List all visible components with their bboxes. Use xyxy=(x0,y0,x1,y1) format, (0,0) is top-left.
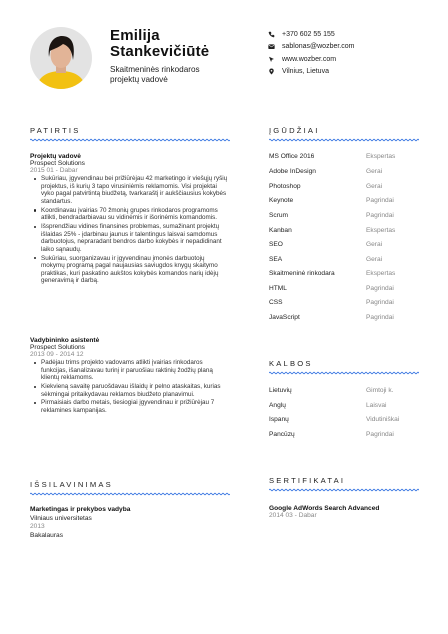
map-pin-icon xyxy=(268,68,275,75)
skill-name: Scrum xyxy=(269,212,289,219)
skill-level: Pagrindai xyxy=(366,197,394,204)
last-name: Stankevičiūtė xyxy=(110,43,210,60)
language-name: Ispanų xyxy=(269,416,289,423)
first-name: Emilija xyxy=(110,27,160,44)
job-entry xyxy=(30,153,228,286)
skill-level: Gerai xyxy=(366,168,383,175)
skill-level: Ekspertas xyxy=(366,153,396,160)
phone-text: +370 602 55 155 xyxy=(282,30,335,38)
skill-row xyxy=(269,241,419,248)
section-title-skills: ĮGŪDŽIAI xyxy=(269,126,320,135)
certificate-date: 2014 03 - Dabar xyxy=(269,512,317,519)
section-title-education: IŠSILAVINIMAS xyxy=(30,480,113,489)
skill-row xyxy=(269,270,419,277)
skill-level: Ekspertas xyxy=(366,270,396,277)
skill-row xyxy=(269,227,419,234)
language-name: Anglų xyxy=(269,402,286,409)
skill-level: Pagrindai xyxy=(366,314,394,321)
job-date: 2013 09 - 2014 12 xyxy=(30,351,84,358)
contact-location xyxy=(268,66,354,79)
education-level: Bakalauras xyxy=(30,531,63,539)
job-title: Vadybininko asistentė xyxy=(30,337,100,344)
job-bullet: Kiekvieną savaitę paruošdavau išlaidų ir pelno ataskaitas, kurias sėkmingai pritaikydavau reklamos biudžeto planavimui. xyxy=(41,383,228,398)
language-row xyxy=(269,431,419,438)
education-section-header xyxy=(30,480,230,496)
skill-name: Adobe InDesign xyxy=(269,168,316,175)
profile-photo xyxy=(30,27,92,89)
job-date: 2015 01 - Dabar xyxy=(30,167,78,174)
skills-section-header xyxy=(269,126,419,142)
skill-name: Skaitmeninė rinkodara xyxy=(269,270,335,277)
skill-name: CSS xyxy=(269,299,283,306)
contact-email[interactable] xyxy=(268,41,354,54)
contact-phone[interactable] xyxy=(268,28,354,41)
experience-section-header xyxy=(30,126,230,142)
skill-level: Pagrindai xyxy=(366,212,394,219)
language-row xyxy=(269,402,419,409)
certificates-section-header xyxy=(269,476,419,492)
skill-level: Pagrindai xyxy=(366,299,394,306)
job-bullet: Išsprendžiau vidines finansines problemas, sumažinant projektų išlaidas 25% - įdarbinau jaunus ir talentingus laisvai samdomus darbuotojus, nepraradant bendros darbo kokybės ir nepadidinant laiko sąnaudų. xyxy=(41,223,228,253)
job-title: Projektų vadovė xyxy=(30,153,81,160)
language-level: Gimtoji k. xyxy=(366,387,394,394)
skill-name: Kanban xyxy=(269,227,292,234)
wavy-divider xyxy=(30,138,230,142)
skill-name: Photoshop xyxy=(269,183,301,190)
skill-row xyxy=(269,212,419,219)
wavy-divider xyxy=(269,488,419,492)
section-title-languages: KALBOS xyxy=(269,359,313,368)
skill-name: Keynote xyxy=(269,197,294,204)
job-bullet: Pirmaisiais darbo metais, tiesiogiai įgyvendinau ir prižiūrėjau 7 reklamines kampanijas. xyxy=(41,399,228,414)
education-year: 2013 xyxy=(30,523,45,531)
education-entry xyxy=(30,506,228,540)
job-bullet: Padėjau trims projekto vadovams atlikti įvairias rinkodaros funkcijas, išanalizavau turinį ir paruošiau raktinių žodžių planą klientų reklamoms. xyxy=(41,359,228,382)
language-name: Lietuvių xyxy=(269,387,292,394)
certificate-name: Google AdWords Search Advanced xyxy=(269,505,380,512)
contact-block xyxy=(268,28,354,78)
skill-level: Gerai xyxy=(366,241,383,248)
job-bullet: Sukūriau, įgyvendinau bei prižiūrėjau 42 marketingo ir viešųjų ryšių projektus, iš kurių 3 tapo virusiniėmis reklamomis. Visi projektai vyko pagal patvirtintą biudžetą, tvarkaraštį ir aukščiausius kokybės standartus. xyxy=(41,175,228,205)
job-headline: Skaitmeninės rinkodaros projektų vadovė xyxy=(110,65,200,84)
phone-icon xyxy=(268,31,275,38)
wavy-divider xyxy=(30,492,230,496)
skill-name: SEO xyxy=(269,241,283,248)
skill-row xyxy=(269,256,419,263)
language-level: Pagrindai xyxy=(366,431,394,438)
skill-row xyxy=(269,285,419,292)
envelope-icon xyxy=(268,43,275,50)
email-text: sablonas@wozber.com xyxy=(282,43,355,51)
skill-level: Ekspertas xyxy=(366,227,396,234)
language-row xyxy=(269,387,419,394)
language-level: Vidutiniškai xyxy=(366,416,400,423)
skill-row xyxy=(269,314,419,321)
language-row xyxy=(269,416,419,423)
job-bullet: Sukūriau, suorganizavau ir įgyvendinau įmonės darbuotojų mokymų programą pagal naujausias saviugdos knygų skaitymo praktikas, kuri paskatino aukštos kokybės komandos narių idėjų generavimą ir darbą. xyxy=(41,255,228,285)
skill-level: Gerai xyxy=(366,256,383,263)
skill-row xyxy=(269,197,419,204)
skill-level: Gerai xyxy=(366,183,383,190)
website-text: www.wozber.com xyxy=(282,55,337,63)
job-bullet: Koordinavau įvairias 70 žmonių grupes rinkodaros programoms atlikti, bendradarbiavau su vidinėmis ir išorinėmis komandomis. xyxy=(41,207,228,222)
job-bullets xyxy=(30,359,228,415)
skill-name: HTML xyxy=(269,285,287,292)
skill-name: JavaScript xyxy=(269,314,300,321)
cursor-icon xyxy=(268,56,275,63)
language-level: Laisvai xyxy=(366,402,387,409)
skill-name: MS Office 2016 xyxy=(269,153,315,160)
job-entry xyxy=(30,337,228,416)
skill-row xyxy=(269,168,419,175)
skill-row xyxy=(269,183,419,190)
wavy-divider xyxy=(269,371,419,375)
job-bullets xyxy=(30,175,228,285)
wavy-divider xyxy=(269,138,419,142)
skill-row xyxy=(269,153,419,160)
location-text: Vilnius, Lietuva xyxy=(282,68,329,76)
education-school: Vilniaus universitetas xyxy=(30,514,92,522)
language-name: Pancūzų xyxy=(269,431,295,438)
languages-section-header xyxy=(269,359,419,375)
contact-website[interactable] xyxy=(268,53,354,66)
skill-level: Pagrindai xyxy=(366,285,394,292)
job-company: Prospect Solutions xyxy=(30,344,85,351)
education-degree: Marketingas ir prekybos vadyba xyxy=(30,506,131,513)
person-name xyxy=(110,28,209,60)
skill-row xyxy=(269,299,419,306)
skill-name: SEA xyxy=(269,256,283,263)
certificate-entry xyxy=(269,505,429,519)
section-title-certificates: SERTIFIKATAI xyxy=(269,476,346,485)
avatar xyxy=(30,27,92,89)
job-company: Prospect Solutions xyxy=(30,160,85,167)
section-title-experience: PATIRTIS xyxy=(30,126,81,135)
